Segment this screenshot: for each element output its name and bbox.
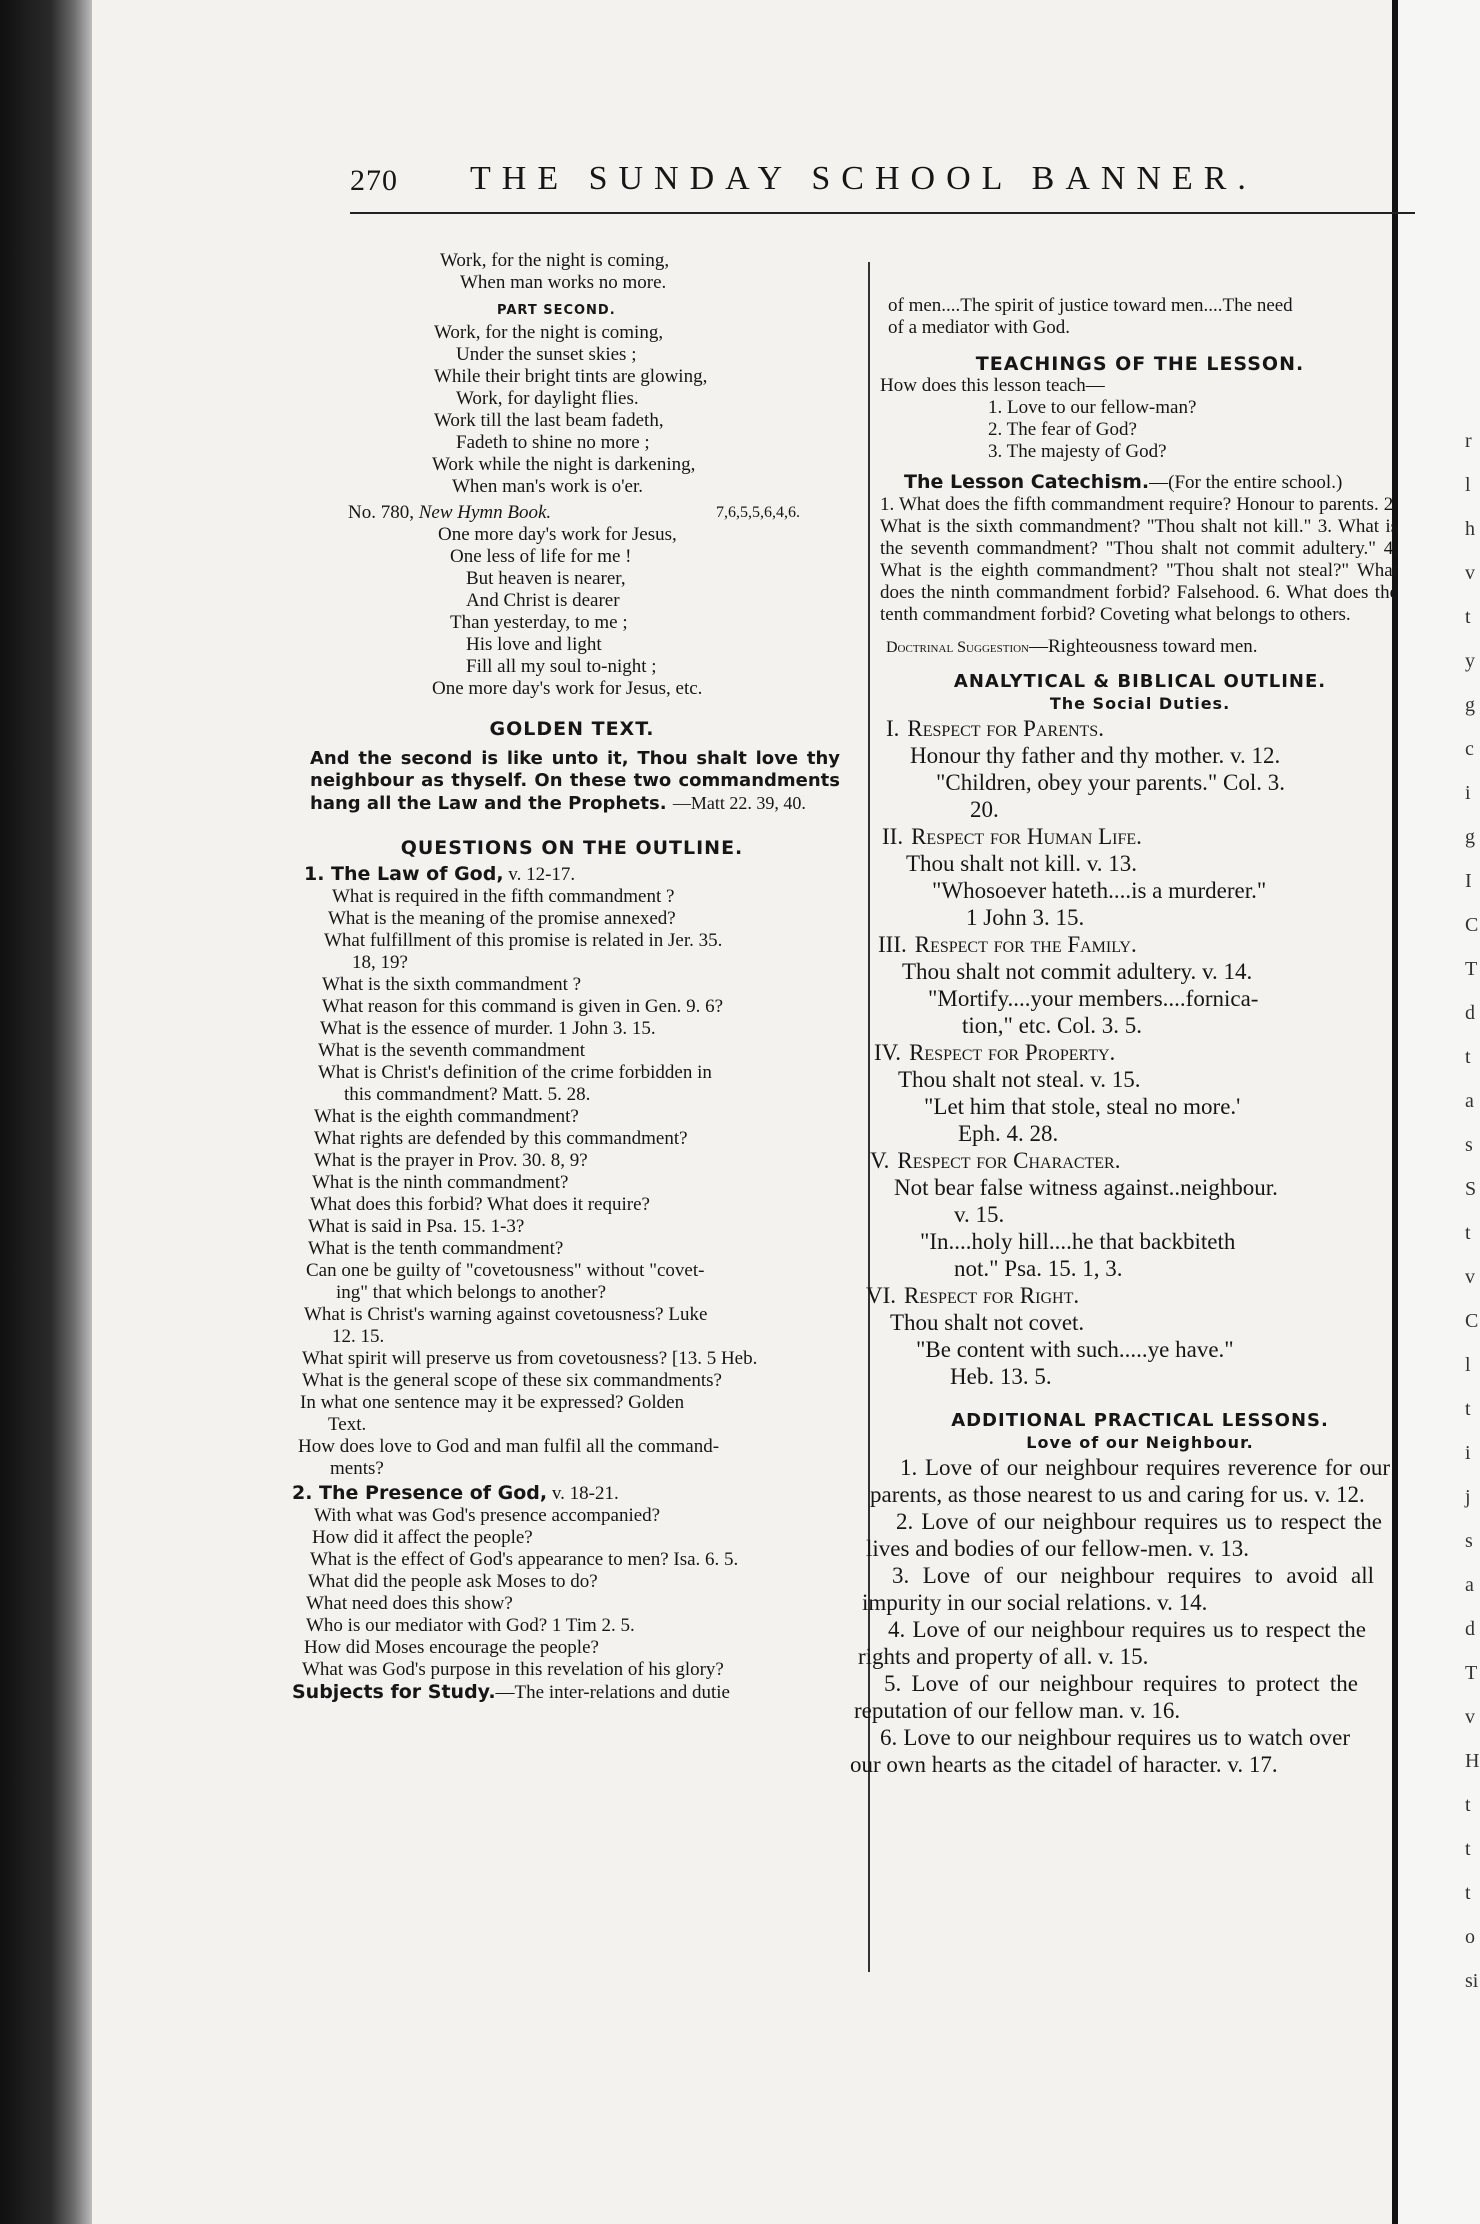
outline-line: tion," etc. Col. 3. 5. (962, 1013, 1142, 1038)
outline-line: "Let him that stole, steal no more.' (924, 1094, 1241, 1119)
next-page-fragment: S (1465, 1178, 1477, 1200)
outline-heading (886, 715, 1410, 742)
header-rule (350, 212, 1415, 214)
teaching-item: 2. The fear of God? (988, 419, 1137, 440)
hymn-line: Fadeth to shine no more ; (456, 432, 650, 453)
outline-numeral: III. (878, 932, 907, 957)
outline-line: Thou shalt not commit adultery. v. 14. (902, 959, 1253, 984)
outline-numeral: VI. (866, 1283, 897, 1308)
question-line: What was God's purpose in this revelation of his glory? (302, 1659, 724, 1680)
section-2-questions (292, 1505, 852, 1681)
continued-text: of a mediator with God. (888, 317, 1071, 338)
outline-heading (874, 1039, 1410, 1066)
hymn-line: One less of life for me ! (450, 546, 632, 567)
questions-heading: QUESTIONS ON THE OUTLINE. (400, 837, 744, 859)
analytical-subheading: The Social Duties. (1049, 694, 1231, 713)
question-line: With what was God's presence accompanied? (314, 1505, 661, 1526)
question-line: What is the seventh commandment (318, 1040, 585, 1061)
hymn-number: No. 780, (348, 502, 414, 523)
left-column (292, 250, 852, 1704)
outline-title: Respect for Parents. (907, 716, 1104, 741)
question-line: 12. 15. (332, 1326, 385, 1347)
next-page-fragment: C (1465, 914, 1479, 936)
outline-line: 20. (970, 797, 999, 822)
question-line: Text. (328, 1414, 367, 1435)
question-line: What does this forbid? What does it require? (310, 1194, 650, 1215)
hymn-line: When man works no more. (460, 272, 667, 293)
next-page-fragment: r (1465, 430, 1472, 452)
section-1-questions (292, 886, 852, 1480)
analytical-heading: ANALYTICAL & BIBLICAL OUTLINE. (953, 671, 1327, 692)
next-page-fragment: g (1465, 826, 1475, 848)
hymn-line: Than yesterday, to me ; (450, 612, 628, 633)
hymn-number-line (348, 502, 852, 524)
outline-numeral: IV. (874, 1040, 902, 1065)
teachings-heading: TEACHINGS OF THE LESSON. (975, 353, 1305, 375)
next-page-fragment: a (1465, 1574, 1474, 1596)
next-page-fragment: H (1465, 1750, 1480, 1772)
next-page-fragment: si (1465, 1970, 1479, 1992)
hymn-line: Work till the last beam fadeth, (434, 410, 664, 431)
question-line: this commandment? Matt. 5. 28. (344, 1084, 591, 1105)
outline-line: "Mortify....your members....fornica- (928, 986, 1259, 1011)
outline-line: Heb. 13. 5. (950, 1364, 1052, 1389)
outline-line: Thou shalt not steal. v. 15. (898, 1067, 1141, 1092)
hymn-line: Work while the night is darkening, (432, 454, 696, 475)
next-page-fragment: s (1465, 1530, 1473, 1552)
question-line: How did it affect the people? (312, 1527, 533, 1548)
question-line: 18, 19? (352, 952, 408, 973)
outline-line: not." Psa. 15. 1, 3. (954, 1256, 1123, 1281)
question-line: What is the meaning of the promise annexed? (328, 908, 676, 929)
lesson-paragraph: 5. Love of our neighbour requires to protect the reputation of our fellow man. v. 16. (854, 1671, 1358, 1723)
outline-heading (866, 1282, 1410, 1309)
next-page-fragment: t (1465, 1222, 1471, 1244)
next-page-fragment: t (1465, 1794, 1471, 1816)
additional-heading: ADDITIONAL PRACTICAL LESSONS. (951, 1410, 1329, 1431)
question-line: What is the tenth commandment? (308, 1238, 564, 1259)
outline-line: 1 John 3. 15. (966, 905, 1085, 930)
next-page-fragment: T (1465, 1662, 1478, 1684)
question-line: What rights are defended by this commandment? (314, 1128, 688, 1149)
next-page-fragment: c (1465, 738, 1474, 760)
next-page-fragment: o (1465, 1926, 1475, 1948)
continued-text: of men....The spirit of justice toward men....The need (888, 295, 1293, 316)
outline-line: v. 15. (954, 1202, 1005, 1227)
hymn-line: While their bright tints are glowing, (434, 366, 708, 387)
question-line: What is the sixth commandment ? (322, 974, 582, 995)
outline-heading (882, 823, 1410, 850)
next-page-fragment: t (1465, 606, 1471, 628)
part-heading: PART SECOND. (497, 303, 616, 318)
outline-line: Not bear false witness against..neighbour. (894, 1175, 1278, 1200)
page-number: 270 (350, 164, 398, 197)
teaching-item: 3. The majesty of God? (988, 441, 1167, 462)
catechism-heading: The Lesson Catechism.—(For the entire school.) (904, 471, 1343, 493)
golden-text: And the second is like unto it, Thou shalt love thy neighbour as thyself. On these two commandments hang all the Law and the Prophets. —Matt 22. 39, 40. (310, 748, 840, 814)
outline-numeral: II. (882, 824, 904, 849)
additional-subheading: Love of our Neighbour. (1026, 1433, 1254, 1452)
hymn-line: One more day's work for Jesus, etc. (432, 678, 703, 699)
question-line: In what one sentence may it be expressed? Golden (300, 1392, 685, 1413)
outline-line: "In....holy hill....he that backbiteth (920, 1229, 1236, 1254)
next-page-fragment: a (1465, 1090, 1474, 1112)
outline-title: Respect for the Family. (914, 932, 1137, 957)
question-line: ing" that which belongs to another? (336, 1282, 606, 1303)
lesson-paragraph: 2. Love of our neighbour requires us to respect the lives and bodies of our fellow-men. v. 13. (866, 1509, 1382, 1561)
next-page-fragment: t (1465, 1398, 1471, 1420)
outline-line: Eph. 4. 28. (958, 1121, 1059, 1146)
next-page-fragment: l (1465, 1354, 1471, 1376)
question-line: What is the ninth commandment? (312, 1172, 569, 1193)
hymn-line: When man's work is o'er. (452, 476, 644, 497)
outline-line: "Be content with such.....ye have." (916, 1337, 1234, 1362)
next-page-fragment: v (1465, 1266, 1475, 1288)
question-line: What did the people ask Moses to do? (308, 1571, 598, 1592)
hymn-line: Work, for the night is coming, (434, 322, 664, 343)
outline-line: Thou shalt not covet. (890, 1310, 1085, 1335)
lesson-paragraph: 1. Love of our neighbour requires reverence for our parents, as those nearest to us and caring for us. v. 12. (870, 1455, 1390, 1507)
outline-title: Respect for Right. (904, 1283, 1080, 1308)
subjects-for-study: Subjects for Study.—The inter-relations and dutie (292, 1681, 730, 1703)
question-line: What is Christ's warning against covetousness? Luke (304, 1304, 708, 1325)
hymn-line: And Christ is dearer (466, 590, 620, 611)
hymn-line: Work, for the night is coming, (440, 250, 670, 271)
question-line: What is Christ's definition of the crime forbidden in (318, 1062, 712, 1083)
hymn-line: But heaven is nearer, (466, 568, 626, 589)
next-page-fragment: v (1465, 562, 1475, 584)
outline-line: Thou shalt not kill. v. 13. (906, 851, 1138, 876)
outline-line: "Whosoever hateth....is a murderer." (932, 878, 1267, 903)
question-line: What is said in Psa. 15. 1-3? (308, 1216, 525, 1237)
lessons-list (850, 1454, 1410, 1778)
next-page-fragment: d (1465, 1618, 1475, 1640)
lesson-paragraph: 3. Love of our neighbour requires to avoid all impurity in our social relations. v. 14. (862, 1563, 1374, 1615)
section-2-heading: 2. The Presence of God, v. 18-21. (292, 1482, 619, 1504)
question-line: Can one be guilty of "covetousness" without "covet- (306, 1260, 705, 1281)
question-line: What is the general scope of these six commandments? (302, 1370, 722, 1391)
next-page-fragment: g (1465, 694, 1475, 716)
outline-numeral: I. (886, 716, 900, 741)
next-page-fragment: t (1465, 1046, 1471, 1068)
question-line: What is required in the fifth commandment ? (332, 886, 675, 907)
hymn-line: Under the sunset skies ; (456, 344, 637, 365)
next-page-fragment: t (1465, 1838, 1471, 1860)
catechism-text: 1. What does the fifth commandment require? Honour to parents. 2. What is the sixth commandment? "Thou shalt not kill." 3. What is the seventh commandment? "Thou shalt not commit adultery." 4. What is the eighth commandment? "Thou shalt not steal?" What does the ninth commandment forbid? Falsehood. 6. What does the tenth commandment forbid? Coveting what belongs to others. (880, 494, 1398, 625)
next-page-fragment: d (1465, 1002, 1475, 1024)
teaching-item: 1. Love to our fellow-man? (988, 397, 1197, 418)
question-line: What is the prayer in Prov. 30. 8, 9? (314, 1150, 588, 1171)
lesson-paragraph: 4. Love of our neighbour requires us to respect the rights and property of all. v. 15. (858, 1617, 1366, 1669)
next-page-fragment: j (1465, 1486, 1471, 1508)
doctrinal-suggestion: Doctrinal Suggestion—Righteousness toward men. (886, 636, 1258, 657)
section-1-heading: 1. The Law of God, v. 12-17. (304, 863, 576, 885)
question-line: How does love to God and man fulfil all the command- (298, 1436, 720, 1457)
hymn-line: One more day's work for Jesus, (438, 524, 677, 545)
next-page-fragment: v (1465, 1706, 1475, 1728)
running-title: THE SUNDAY SCHOOL BANNER. (470, 160, 1257, 197)
hymn-line: Work, for daylight flies. (456, 388, 639, 409)
question-line: ments? (330, 1458, 384, 1479)
book-spine-shadow (0, 0, 92, 2224)
question-line: What reason for this command is given in Gen. 9. 6? (322, 996, 724, 1017)
outline-heading (878, 931, 1410, 958)
next-page-fragment: t (1465, 1882, 1471, 1904)
next-page-fragment: I (1465, 870, 1472, 892)
golden-text-heading: GOLDEN TEXT. (489, 718, 655, 740)
outline-title: Respect for Human Life. (911, 824, 1142, 849)
next-page-fragment: T (1465, 958, 1478, 980)
question-line: What need does this show? (306, 1593, 513, 1614)
teachings-intro: How does this lesson teach— (880, 375, 1105, 396)
outline-title: Respect for Character. (897, 1148, 1121, 1173)
next-page-fragment: y (1465, 650, 1475, 672)
outline-list (866, 715, 1410, 1390)
outline-line: Honour thy father and thy mother. v. 12. (910, 743, 1281, 768)
next-page-fragment: i (1465, 782, 1471, 804)
next-page-fragment: i (1465, 1442, 1471, 1464)
question-line: How did Moses encourage the people? (304, 1637, 599, 1658)
question-line: What is the eighth commandment? (314, 1106, 579, 1127)
next-page-fragment: h (1465, 518, 1475, 540)
right-column (850, 295, 1410, 1778)
next-page-fragment: l (1465, 474, 1471, 496)
next-page-fragment: s (1465, 1134, 1473, 1156)
question-line: What is the essence of murder. 1 John 3. 15. (320, 1018, 656, 1039)
outline-title: Respect for Property. (909, 1040, 1116, 1065)
question-line: What spirit will preserve us from covetousness? [13. 5 Heb. (302, 1348, 758, 1369)
lesson-paragraph: 6. Love to our neighbour requires us to watch over our own hearts as the citadel of haracter. v. 17. (850, 1725, 1350, 1777)
next-page-fragment: C (1465, 1310, 1479, 1332)
question-line: Who is our mediator with God? 1 Tim 2. 5. (306, 1615, 635, 1636)
hymn-book: New Hymn Book. (418, 502, 552, 523)
outline-heading (870, 1147, 1410, 1174)
hymn-line: Fill all my soul to-night ; (466, 656, 657, 677)
outline-numeral: V. (870, 1148, 890, 1173)
question-line: What fulfillment of this promise is related in Jer. 35. (324, 930, 723, 951)
hymn-line: His love and light (466, 634, 602, 655)
hymn-meter: 7,6,5,5,6,4,6. (716, 504, 800, 521)
question-line: What is the effect of God's appearance to men? Isa. 6. 5. (310, 1549, 739, 1570)
outline-line: "Children, obey your parents." Col. 3. (936, 770, 1286, 795)
